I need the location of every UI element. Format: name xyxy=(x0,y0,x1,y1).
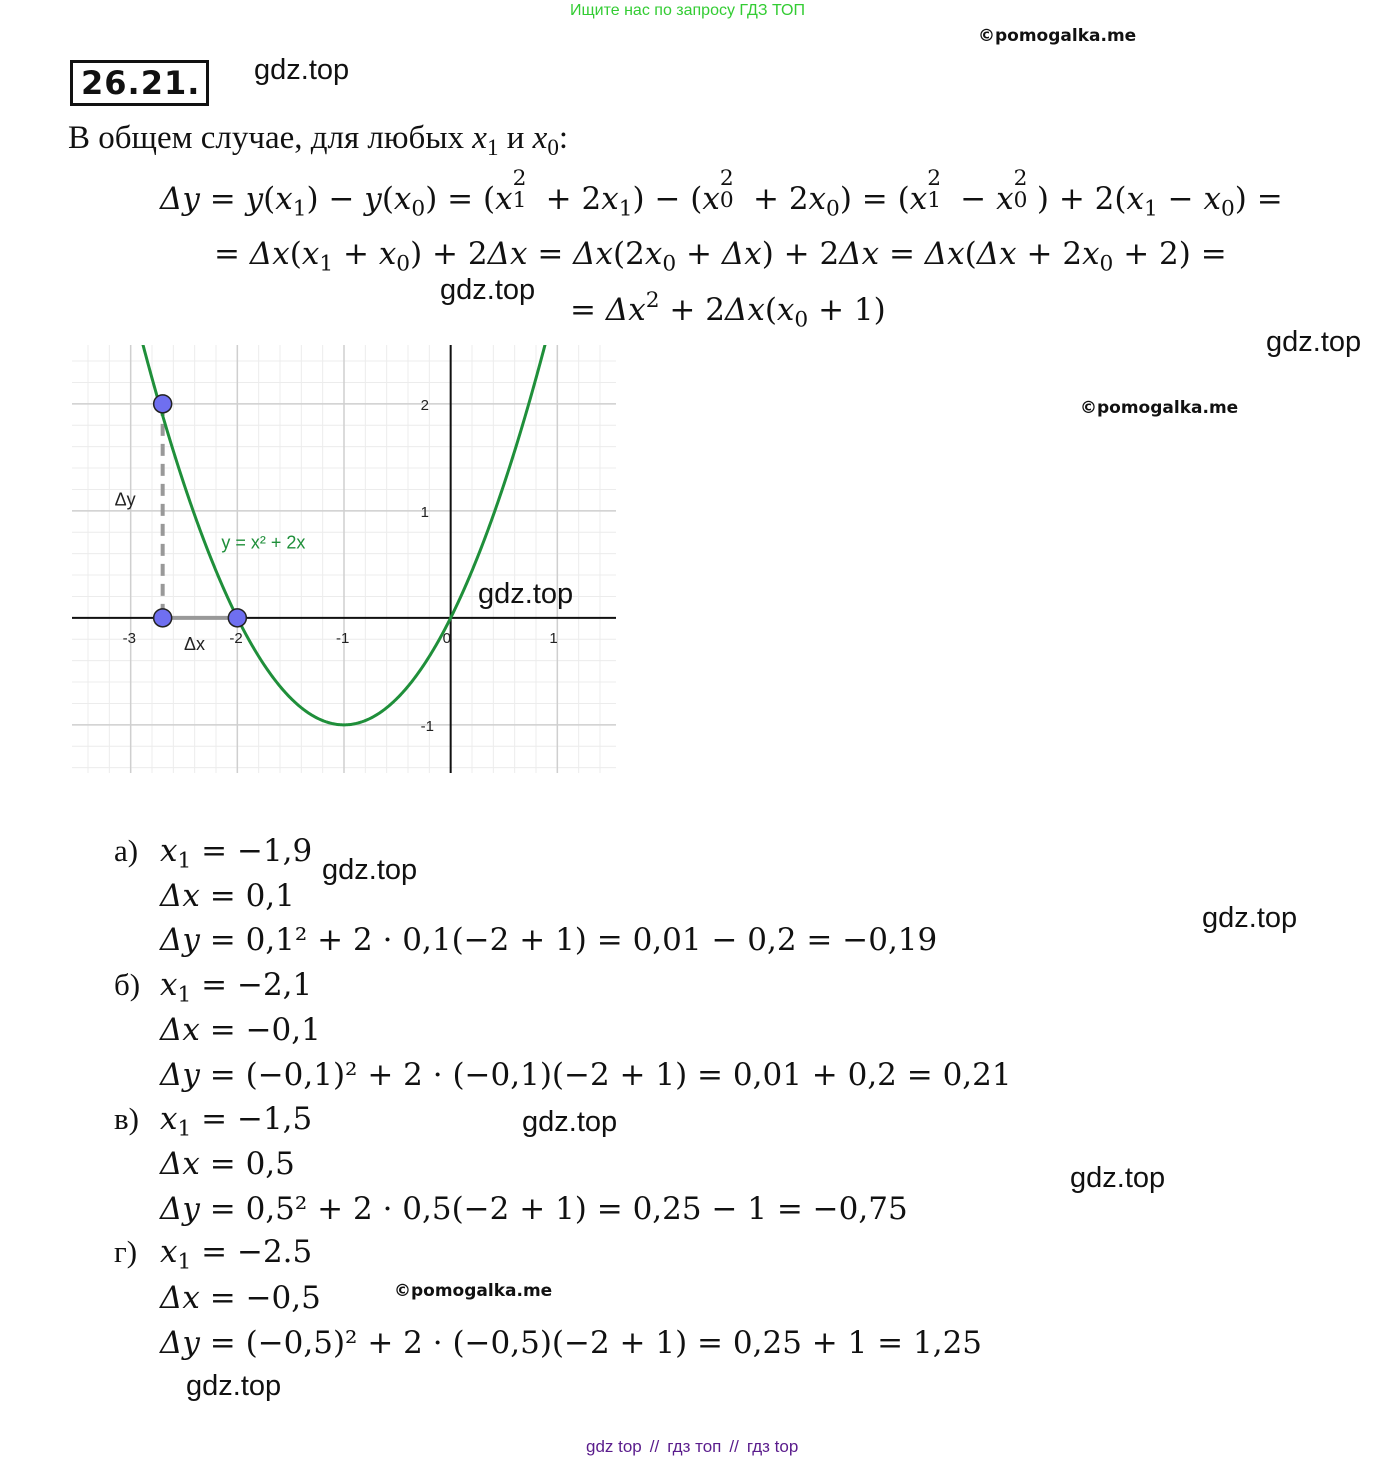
top-banner: Ищите нас по запросу ГДЗ ТОП xyxy=(570,2,805,19)
footer-links: gdz top // гдз топ // гдз top xyxy=(586,1437,799,1456)
delta-x-label: Δx xyxy=(184,633,206,654)
case-dy-line: Δy = 0,1² + 2 · 0,1(−2 + 1) = 0,01 − 0,2 = −0,19 xyxy=(160,922,938,958)
case-x1-line: $x_1 = -1,9$ xyxy=(160,833,313,874)
case-dx-line: Δx = 0,1 xyxy=(160,878,295,914)
derivation-line-2: = $\Delta x(x_1 + x_0) + 2\Delta x = \Delta x(2x_0 + \Delta x) + 2\Delta x = \Delta x(\Delta x + 2x_0 + 2)$ = xyxy=(214,236,1227,277)
case-x1-line: $x_1 = -2,1$ xyxy=(160,967,313,1008)
site-watermark: gdz.top xyxy=(522,1106,618,1138)
footer-link-3[interactable]: гдз top xyxy=(746,1437,799,1456)
grid-major xyxy=(72,345,616,773)
case-dx-line: Δx = −0,5 xyxy=(160,1280,321,1316)
footer-link-2[interactable]: гдз топ xyxy=(667,1437,722,1456)
case-label: б) xyxy=(114,967,141,1002)
case-dy-line: Δy = (−0,1)² + 2 · (−0,1)(−2 + 1) = 0,01 + 0,2 = 0,21 xyxy=(160,1057,1012,1093)
case-x1-line: $x_1 = -2.5$ xyxy=(160,1234,313,1275)
intro-and: и xyxy=(498,120,533,156)
case-x1-line: $x_1 = -1,5$ xyxy=(160,1101,313,1142)
site-watermark: gdz.top xyxy=(440,274,536,306)
function-label: y = x² + 2x xyxy=(221,532,306,553)
intro-prefix: В общем случае, для любых xyxy=(68,120,473,156)
case-dx-line: Δx = 0,5 xyxy=(160,1146,295,1182)
site-watermark: gdz.top xyxy=(322,854,418,886)
y-tick-label: 2 xyxy=(420,396,430,414)
x-tick-label: -3 xyxy=(122,629,137,647)
y-tick-label: -1 xyxy=(420,717,435,735)
copyright-watermark: ©pomogalka.me xyxy=(394,1281,553,1301)
x-tick-label: 0 xyxy=(442,629,452,647)
copyright-watermark: ©pomogalka.me xyxy=(1080,398,1239,418)
x-tick-label: 1 xyxy=(549,629,558,647)
x-tick-label: -2 xyxy=(229,629,243,647)
intro-x0: $x_0$ xyxy=(532,120,559,160)
case-label: г) xyxy=(114,1234,138,1269)
case-dy-line: Δy = 0,5² + 2 · 0,5(−2 + 1) = 0,25 − 1 = −0,75 xyxy=(160,1191,908,1227)
copyright-watermark: ©pomogalka.me xyxy=(978,26,1137,46)
site-watermark: gdz.top xyxy=(478,578,574,610)
x-tick-label: -1 xyxy=(336,629,350,647)
graph-point xyxy=(154,395,172,413)
problem-number: 26.21. xyxy=(70,60,209,106)
site-watermark: gdz.top xyxy=(1070,1162,1166,1194)
function-graph xyxy=(72,345,616,773)
y-tick-label: 1 xyxy=(420,503,430,521)
intro-suffix: : xyxy=(558,120,569,156)
case-label: в) xyxy=(114,1101,139,1136)
graph-point xyxy=(228,609,246,627)
site-watermark: gdz.top xyxy=(1266,326,1362,358)
case-label: а) xyxy=(114,833,139,868)
intro-x1: $x_1$ xyxy=(472,120,499,160)
case-dy-line: Δy = (−0,5)² + 2 · (−0,5)(−2 + 1) = 0,25 + 1 = 1,25 xyxy=(160,1325,983,1361)
delta-y-label: Δy xyxy=(114,489,136,510)
graph-point xyxy=(154,609,172,627)
footer-link-1[interactable]: gdz top xyxy=(586,1437,642,1456)
site-watermark: gdz.top xyxy=(254,54,350,86)
site-watermark: gdz.top xyxy=(186,1370,282,1402)
intro-line xyxy=(68,120,569,160)
tick-labels xyxy=(123,397,558,735)
derivation-line-1: $\Delta y = y(x_1) - y(x_0) = (x$ 2 1 + $2x_1) - (x$ 2 0 + $2x_0) = (x$ 2 1 − x 2 0 ) + $2(x_1 - x_0)$ = xyxy=(160,166,1283,222)
case-dx-line: Δx = −0,1 xyxy=(160,1012,321,1048)
site-watermark: gdz.top xyxy=(1202,902,1298,934)
derivation-line-3: = $\Delta x^2 + 2\Delta x(x_0 + 1)$ xyxy=(570,287,886,333)
